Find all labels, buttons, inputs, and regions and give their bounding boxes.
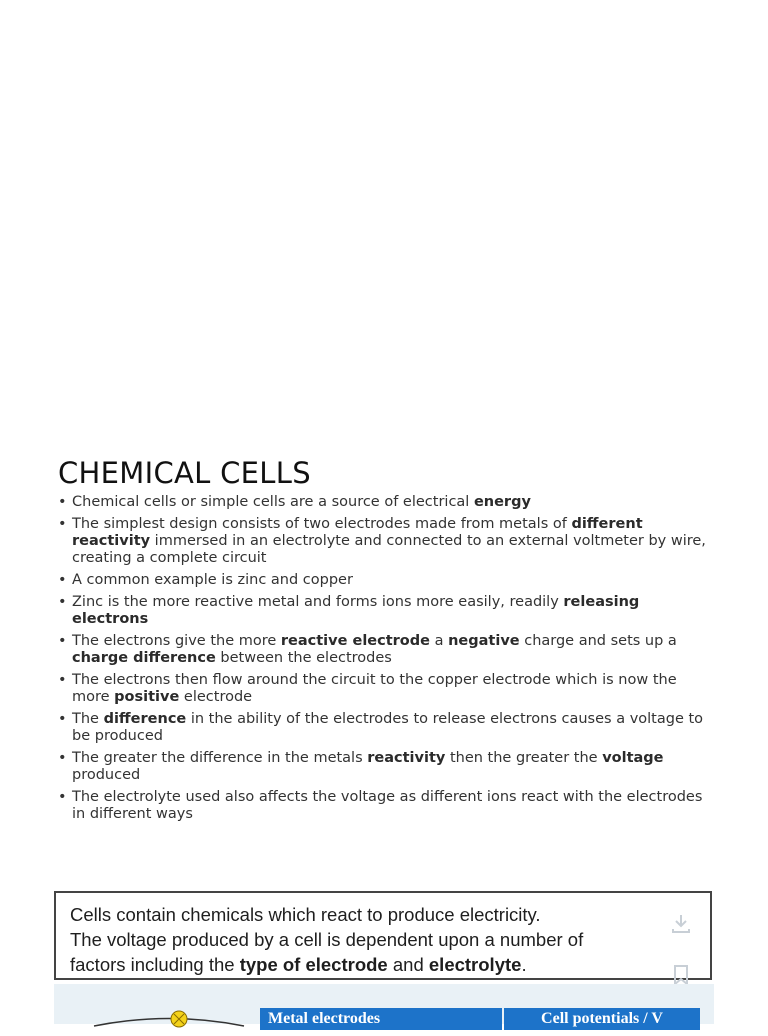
bold-term: reactive electrode [280, 633, 430, 649]
bullet-text: produced [72, 767, 141, 783]
bullet-text: Chemical cells or simple cells are a source of electrical [72, 494, 474, 510]
bullet-text: Zinc is the more reactive metal and forms ions more easily, readily [72, 594, 564, 610]
bullet-item [58, 711, 708, 745]
voltmeter-diagram [84, 1006, 254, 1036]
slide-text: and [387, 954, 429, 975]
bold-term: releasing electrons [72, 594, 640, 627]
slide-line [70, 952, 696, 977]
bullet-text: then the greater the [445, 750, 603, 766]
bold-term: voltage [602, 750, 664, 766]
bullet-item [58, 789, 708, 823]
table-header-metal: Metal electrodes [260, 1008, 502, 1030]
slide-text: factors including the [70, 954, 240, 975]
bullet-item [58, 750, 708, 784]
bullet-text: The electrons then flow around the circuit to the copper electrode which is now the more [72, 672, 677, 705]
bullet-text: a [429, 633, 449, 649]
bold-term: negative [448, 633, 520, 649]
bullet-text: The [72, 711, 104, 727]
bold-term: positive [114, 689, 180, 705]
bullet-item [58, 633, 708, 667]
bullet-text: A common example is zinc and copper [72, 572, 353, 588]
bullet-text: immersed in an electrolyte and connected to an external voltmeter by wire, creating a complete circuit [72, 533, 706, 566]
bullet-text: The electrons give the more [72, 633, 281, 649]
bullet-text: between the electrodes [215, 650, 392, 666]
bullet-item [58, 572, 708, 589]
bullet-item [58, 672, 708, 706]
bullet-text: electrode [179, 689, 253, 705]
slide-bold-text: type of electrode [239, 954, 388, 975]
bullet-item [58, 494, 708, 511]
bold-term: energy [473, 494, 531, 510]
electrode-table [54, 984, 714, 1027]
slide-line: Cells contain chemicals which react to produce electricity. [70, 904, 541, 925]
bold-term: different reactivity [72, 516, 643, 549]
bullet-item [58, 516, 708, 567]
download-icon[interactable] [670, 913, 692, 935]
slide-line: The voltage produced by a cell is dependent upon a number of [70, 929, 584, 950]
bold-term: reactivity [367, 750, 446, 766]
bullet-list [58, 494, 708, 828]
bullet-text: The greater the difference in the metals [72, 750, 368, 766]
bullet-text: The simplest design consists of two electrodes made from metals of [72, 516, 572, 532]
slide-text-box [54, 891, 712, 980]
bold-term: difference [103, 711, 187, 727]
slide-text: . [521, 954, 527, 975]
table-header-potential: Cell potentials / V [504, 1008, 700, 1030]
bullet-text: in the ability of the electrodes to release electrons causes a voltage to be produced [72, 711, 704, 744]
bullet-text: charge and sets up a [519, 633, 677, 649]
bullet-item [58, 594, 708, 628]
page-title: CHEMICAL CELLS [58, 456, 311, 490]
bullet-text: The electrolyte used also affects the voltage as different ions react with the electrodes in different ways [72, 789, 703, 822]
slide-bold-text: electrolyte [428, 954, 522, 975]
bold-term: charge difference [72, 650, 216, 666]
